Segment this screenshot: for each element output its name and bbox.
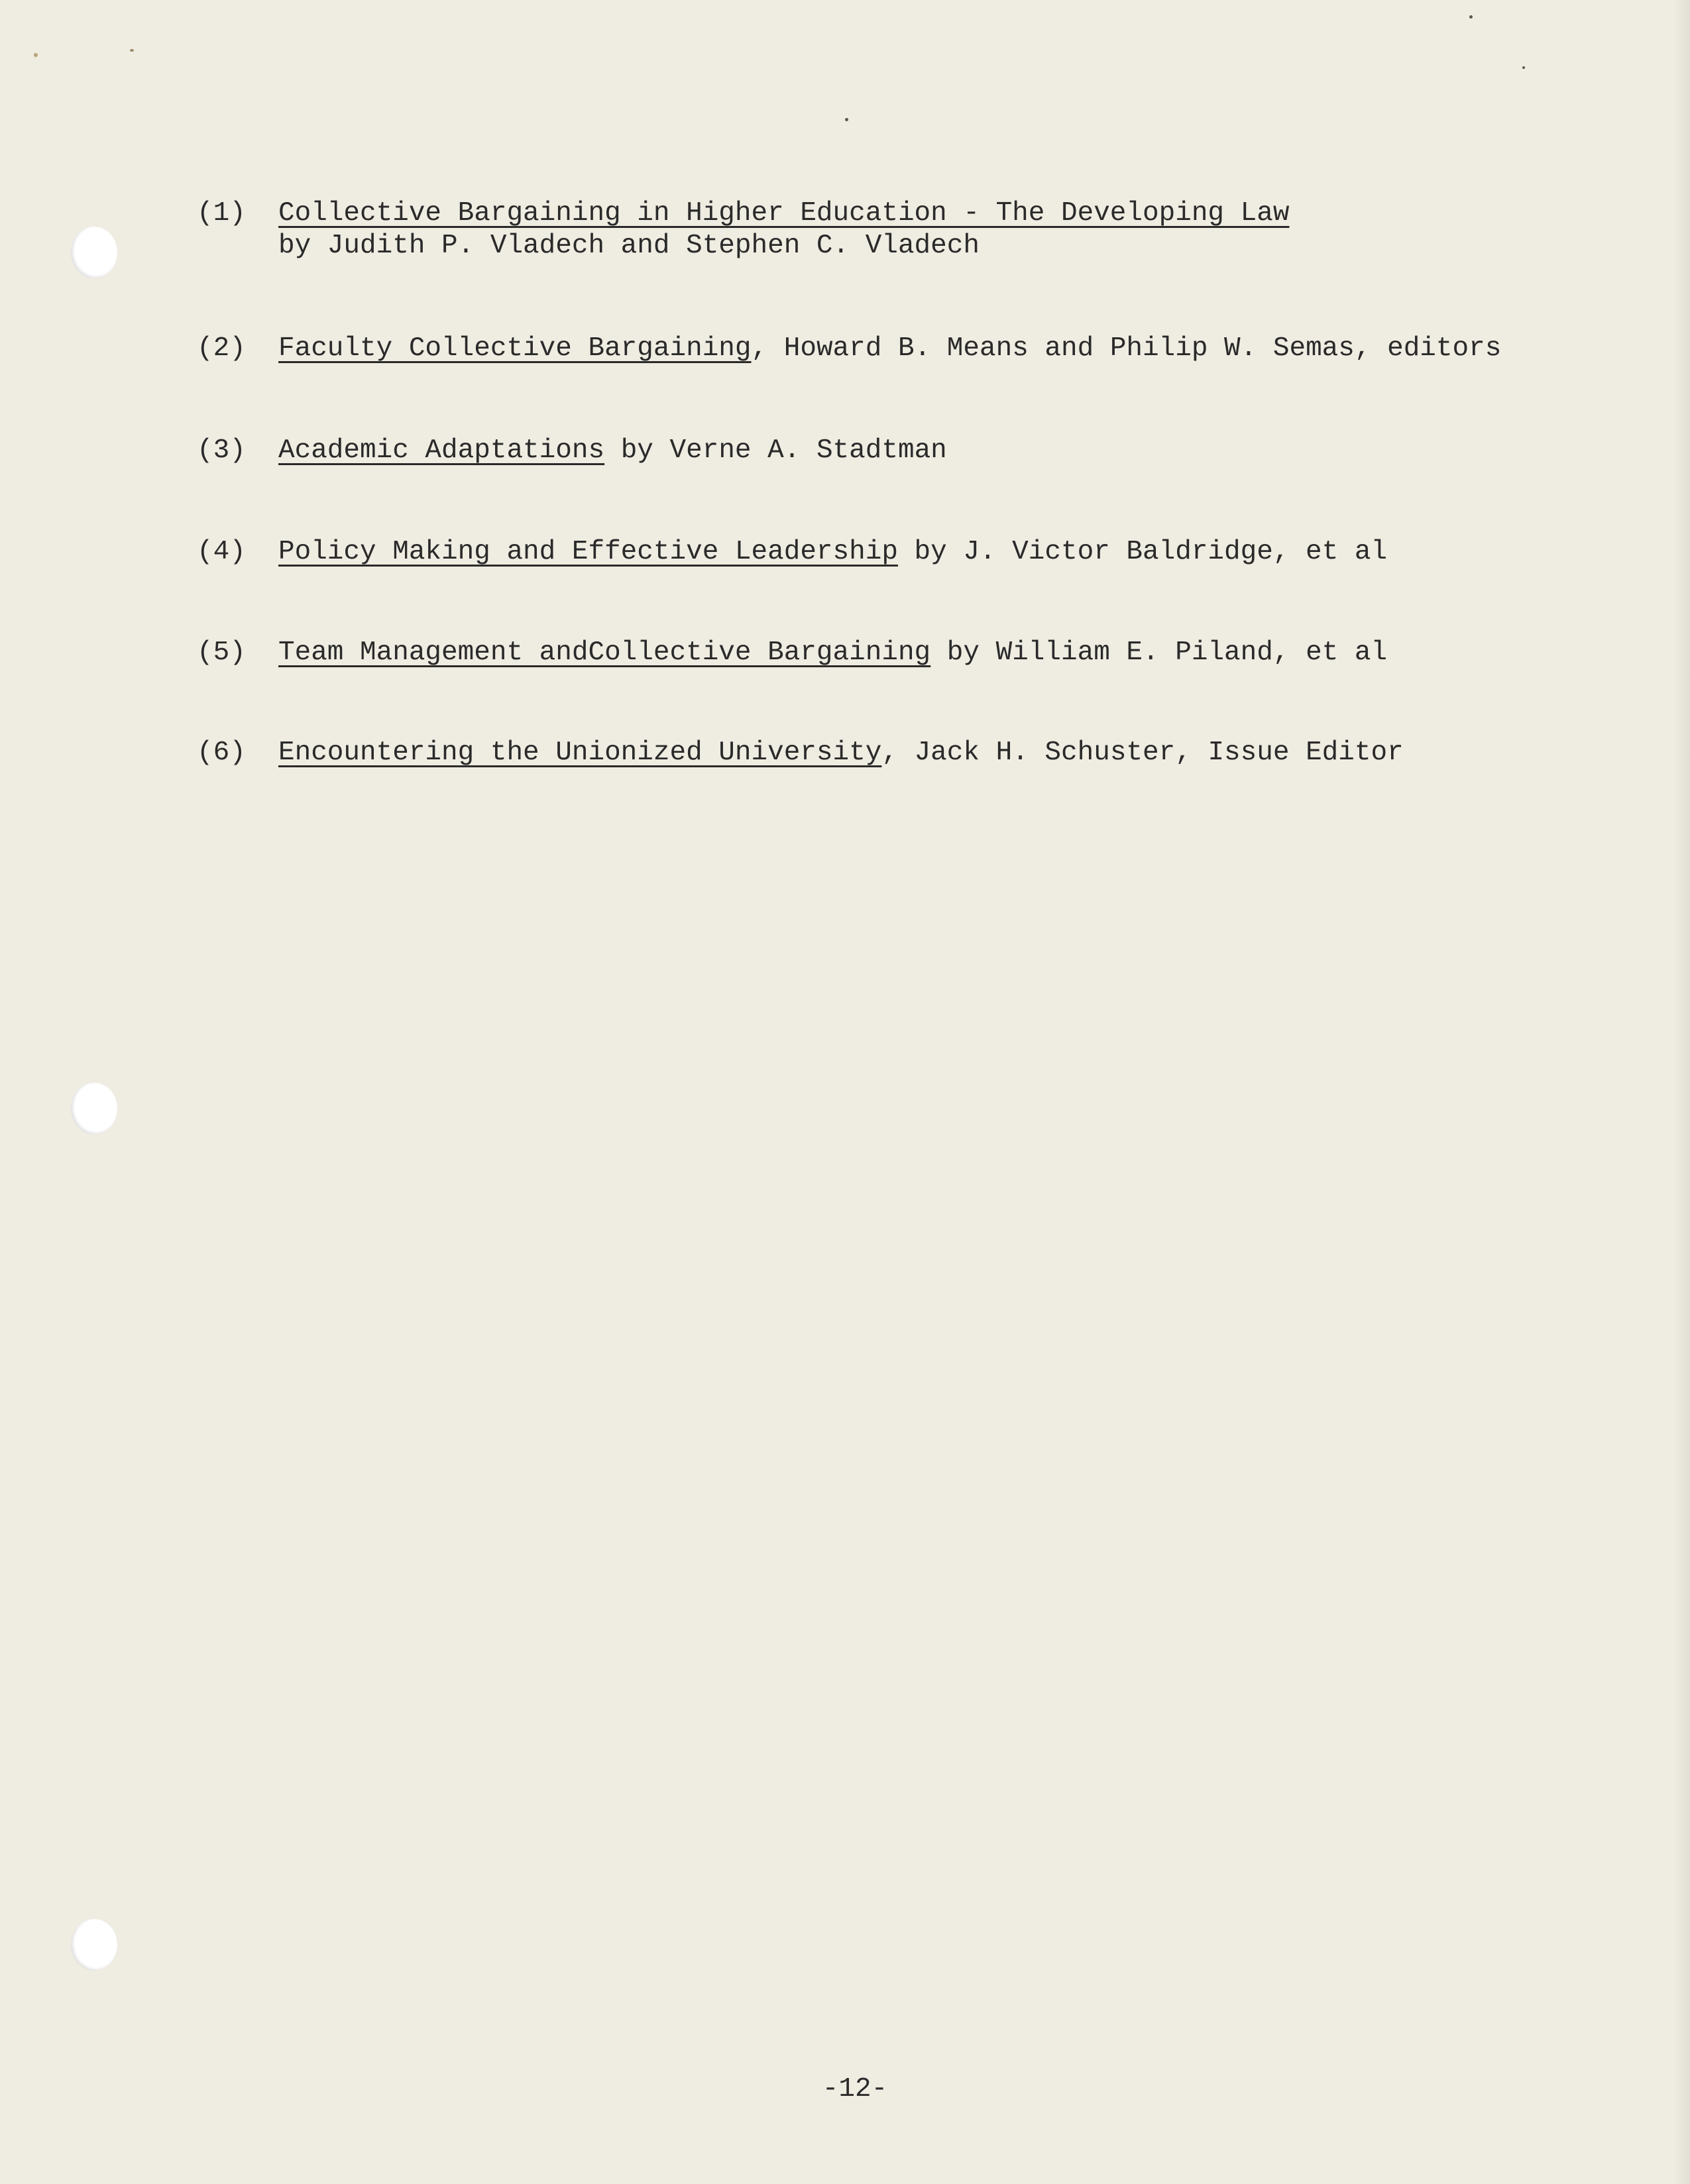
- reference-body: [278, 196, 1289, 231]
- punch-hole: [71, 1083, 117, 1134]
- reference-title: Team Management andCollective Bargaining: [278, 637, 931, 668]
- reference-details: , Jack H. Schuster, Issue Editor: [881, 737, 1404, 768]
- reference-title: Collective Bargaining in Higher Education - The Developing Law: [278, 198, 1290, 229]
- reference-number: (2): [197, 333, 246, 364]
- reference-number: (6): [197, 737, 246, 768]
- punch-hole: [71, 1919, 117, 1971]
- reference-number: (5): [197, 637, 246, 668]
- reference-authors: by Judith P. Vladech and Stephen C. Vladech: [278, 231, 980, 261]
- reference-body: [278, 635, 1387, 670]
- reference-details: by J. Victor Baldridge, et al: [897, 537, 1388, 567]
- reference-number: (3): [197, 435, 246, 466]
- punch-hole: [71, 227, 117, 278]
- paper-speck: [130, 49, 134, 52]
- reference-details: by Verne A. Stadtman: [604, 435, 947, 466]
- reference-number: (4): [197, 537, 246, 567]
- reference-number: (1): [197, 198, 246, 229]
- reference-body: [278, 535, 1387, 569]
- reference-body: [278, 331, 1501, 366]
- paper-speck: [1469, 15, 1473, 19]
- reference-title: Academic Adaptations: [278, 435, 605, 466]
- paper-speck: [34, 53, 38, 57]
- paper-speck: [845, 118, 848, 121]
- reference-details: , Howard B. Means and Philip W. Semas, editors: [751, 333, 1502, 364]
- paper-speck: [1522, 66, 1525, 69]
- reference-body: [278, 433, 947, 468]
- reference-title: Faculty Collective Bargaining: [278, 333, 752, 364]
- page-number: -12-: [822, 2074, 888, 2104]
- reference-details: by William E. Piland, et al: [930, 637, 1388, 668]
- reference-title: Encountering the Unionized University: [278, 737, 882, 768]
- reference-title: Policy Making and Effective Leadership: [278, 537, 898, 567]
- reference-body: [278, 736, 1404, 770]
